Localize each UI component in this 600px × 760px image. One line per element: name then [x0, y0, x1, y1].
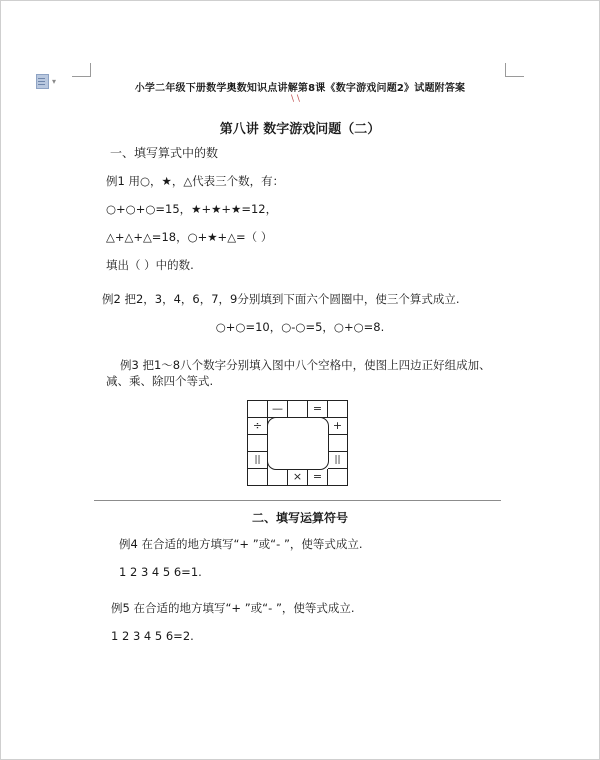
section-divider	[94, 500, 501, 501]
grid-equals-symbol: =	[308, 469, 328, 486]
page-edge-top	[0, 0, 600, 1]
page-edge-left	[0, 0, 1, 760]
grid-cell[interactable]	[328, 435, 348, 452]
grid-plus-symbol: +	[328, 418, 348, 435]
grid-times-symbol: ×	[288, 469, 308, 486]
grid-cell[interactable]	[248, 401, 268, 418]
example1-equation-1: ○+○+○=15，★+★+★=12，	[106, 202, 278, 216]
grid-cell[interactable]	[268, 469, 288, 486]
example3-text: 例3 把1～8八个数字分别填入图中八个空格中，使图上四边正好组成加、减、乘、除四个等式.	[106, 358, 491, 388]
running-title: 小学二年级下册数学奥数知识点讲解第8课《数字游戏问题2》试题附答案	[134, 83, 466, 94]
example1-question: 填出（ ）中的数.	[106, 258, 194, 272]
example1-equation-2: △+△+△=18，○+★+△=（ ）	[106, 230, 273, 244]
arithmetic-grid	[247, 400, 348, 486]
lecture-title: 第八讲 数字游戏问题（二）	[219, 122, 381, 137]
example4-intro: 例4 在合适的地方填写“+ ”或“- ”，使等式成立.	[119, 537, 363, 551]
grid-cell[interactable]	[328, 401, 348, 418]
example2-equation: ○+○=10，○-○=5，○+○=8.	[215, 320, 385, 334]
grid-minus-symbol: —	[268, 401, 288, 418]
example5-equation: 1 2 3 4 5 6=2.	[111, 629, 194, 643]
margin-corner-mark-right	[505, 63, 524, 77]
grid-cell[interactable]	[248, 469, 268, 486]
grid-cell[interactable]	[328, 469, 348, 486]
margin-corner-mark-left	[72, 63, 91, 77]
grid-cell[interactable]	[248, 435, 268, 452]
spellcheck-squiggle: \ \	[291, 94, 300, 104]
example4-equation: 1 2 3 4 5 6=1.	[119, 565, 202, 579]
grid-vertical-equals-right: ||	[328, 452, 348, 469]
grid-divide-symbol: ÷	[248, 418, 268, 435]
section1-heading: 一、填写算式中的数	[110, 146, 219, 160]
grid-cell[interactable]	[288, 401, 308, 418]
grid-inner-rounded-frame	[267, 417, 329, 470]
example2-intro: 例2 把2，3，4，6，7，9分别填到下面六个圆圈中，使三个算式成立.	[102, 292, 460, 306]
example5-intro: 例5 在合适的地方填写“+ ”或“- ”，使等式成立.	[111, 601, 355, 615]
chevron-down-icon[interactable]: ▾	[52, 77, 57, 86]
section2-heading: 二、填写运算符号	[251, 511, 348, 525]
example1-intro: 例1 用○，★，△代表三个数，有：	[106, 174, 285, 188]
grid-equals-symbol: =	[308, 401, 328, 418]
grid-vertical-equals-left: ||	[248, 452, 268, 469]
